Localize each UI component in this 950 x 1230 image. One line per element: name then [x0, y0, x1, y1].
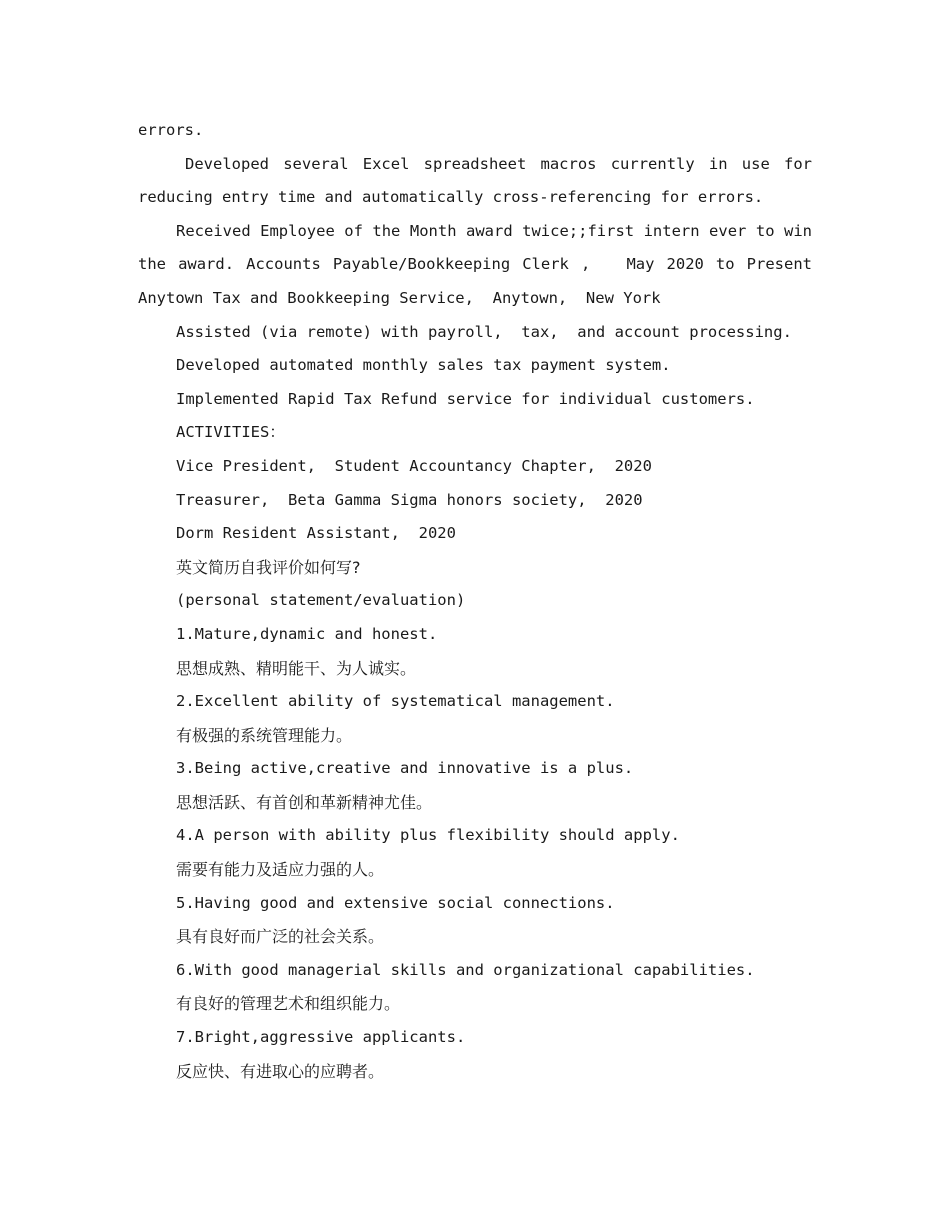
list-item: 1.Mature,dynamic and honest.	[176, 624, 438, 643]
list-item: Implemented Rapid Tax Refund service for individual customers.	[176, 389, 755, 408]
list-item: 4.A person with ability plus flexibility should apply.	[176, 826, 680, 845]
list-item: 3.Being active,creative and innovative is a plus.	[176, 759, 634, 778]
list-item: Assisted (via remote) with payroll, tax, and account processing.	[176, 322, 792, 341]
list-item: Dorm Resident Assistant, 2020	[176, 524, 456, 543]
list-item: Treasurer, Beta Gamma Sigma honors society, 2020	[176, 490, 643, 509]
list-item-translation: 具有良好而广泛的社会关系。	[176, 927, 385, 947]
list-item: 2.Excellent ability of systematical management.	[176, 692, 615, 711]
list-item-translation: 反应快、有进取心的应聘者。	[176, 1061, 385, 1081]
section-heading-self-evaluation: 英文简历自我评价如何写?	[176, 557, 361, 577]
list-item-translation: 思想成熟、精明能干、为人诚实。	[176, 658, 417, 678]
list-item: 5.Having good and extensive social connections.	[176, 893, 615, 912]
list-item-translation: 有极强的系统管理能力。	[176, 725, 353, 745]
section-subheading: (personal statement/evaluation)	[176, 591, 466, 610]
section-heading-activities: ACTIVITIES：	[176, 423, 285, 442]
list-item: 6.With good managerial skills and organizational capabilities.	[176, 960, 755, 979]
document-body	[138, 114, 812, 1088]
paragraph-excel-macros: Developed several Excel spreadsheet macros currently in use for reducing entry time and automatically cross-referencing for errors.	[138, 154, 812, 207]
list-item: Developed automated monthly sales tax payment system.	[176, 356, 671, 375]
list-item: 7.Bright,aggressive applicants.	[176, 1028, 466, 1047]
list-item-translation: 思想活跃、有首创和革新精神尤佳。	[176, 792, 433, 812]
list-item-translation: 有良好的管理艺术和组织能力。	[176, 994, 401, 1014]
paragraph-continuation: errors.	[138, 121, 204, 139]
list-item: Vice President, Student Accountancy Chapter, 2020	[176, 456, 652, 475]
paragraph-employee-award: Received Employee of the Month award twice;;first intern ever to win the award. Accounts Payable/Bookkeeping Clerk , May 2020 to Present Anytown Tax and Bookkeeping Service, Anytown, New York	[138, 221, 812, 307]
list-item-translation: 需要有能力及适应力强的人。	[176, 860, 385, 880]
